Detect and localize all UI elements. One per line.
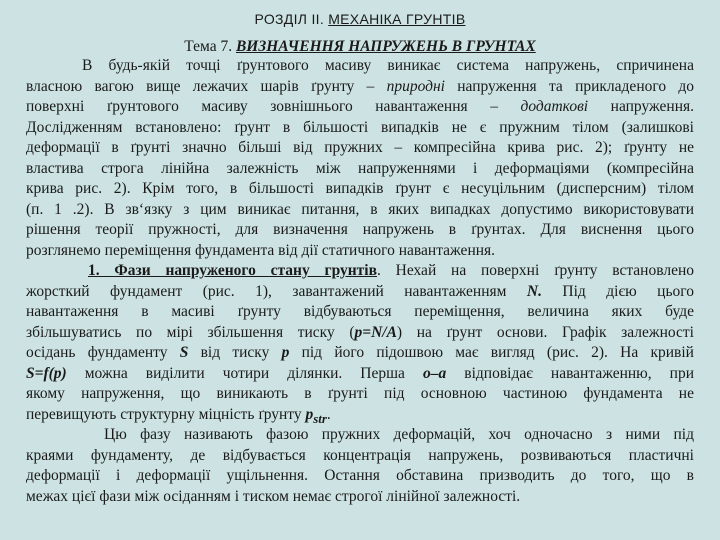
topic-prefix: Тема 7.: [184, 38, 236, 55]
subsection-heading: 1. Фази напруженого стану грунтів: [88, 262, 377, 279]
text-line: жорсткий фундамент (рис. 1), завантажений навантаженням N. Під дією цього: [26, 282, 694, 300]
text-line: Дослідженням встановлено: ґрунт в більшості випадків не є пружним тілом (залишкові: [26, 118, 694, 136]
topic-heading: [0, 38, 720, 56]
body-text: [26, 56, 694, 507]
text-line: Цю фазу називають фазою пружних деформацій, хоч одночасно з ними під: [104, 426, 694, 443]
text-line: якому напруження, що виникають в ґрунті під основною частиною фундамента не: [26, 385, 694, 402]
text-line: навантаження в масиві ґрунту відбуваються переміщення, величина яких буде: [26, 303, 694, 320]
topic-title: ВИЗНАЧЕННЯ НАПРУЖЕНЬ В ГРУНТАХ: [235, 38, 536, 55]
text-line: межах цієї фази між осіданням і тиском немає строгої лінійної залежності.: [26, 487, 521, 505]
text-line: рішення теорії пружності, для визначення напружень в ґрунтах. Для виснення цього: [26, 221, 694, 238]
text-line: S=f(p) можна виділити чотири ділянки. Перша о–а відповідає навантаженню, при: [26, 364, 694, 382]
text-line: крива рис. 2). Крім того, в більшості випадків ґрунт є несуцільним (дисперсним) тілом: [26, 180, 694, 197]
text-line: 1. Фази напруженого стану грунтів. Нехай на поверхні ґрунту встановлено: [88, 262, 694, 279]
text-line: поверхні ґрунтового масиву зовнішнього навантаження – додаткові напруження.: [26, 98, 694, 115]
text-line: властива строга лінійна залежність між напруженнями і деформаціями (компресійна: [26, 159, 694, 177]
text-line: В будь-якій точці ґрунтового масиву виникає система напружень, спричинена: [82, 57, 694, 74]
text-line: деформації в ґрунті значно більші від пружних – компресійна крива рис. 2); ґрунту не: [26, 139, 694, 156]
text-line: перевищують структурну міцність ґрунту $p_{str}$.: [26, 405, 331, 425]
text-line: осідань фундаменту S від тиску p під його підошвою має вигляд (рис. 2). На кривій: [26, 344, 694, 361]
text-line: власною вагою вище лежачих шарів ґрунту – природні напруження та прикладеного до: [26, 77, 694, 95]
section-prefix: РОЗДІЛ ІІ.: [254, 11, 329, 27]
text-line: розглянемо переміщення фундамента від дії статичного навантаження.: [26, 241, 496, 259]
section-title: МЕХАНІКА ГРУНТІВ: [328, 11, 466, 27]
section-header: [0, 11, 720, 27]
text-line: краями фундаменту, де відбувається концентрація напружень, розвиваються пластичні: [26, 446, 694, 464]
text-line: збільшуватись по мірі збільшення тиску (p=N/A) на ґрунт основи. Графік залежності: [26, 323, 694, 341]
text-line: деформації і деформації ущільнення. Остання обставина призводить до того, що в: [26, 467, 694, 484]
text-line: (п. 1 .2). В зв‘язку з цим виникає питання, в яких випадках допустимо використовувати: [26, 200, 694, 218]
